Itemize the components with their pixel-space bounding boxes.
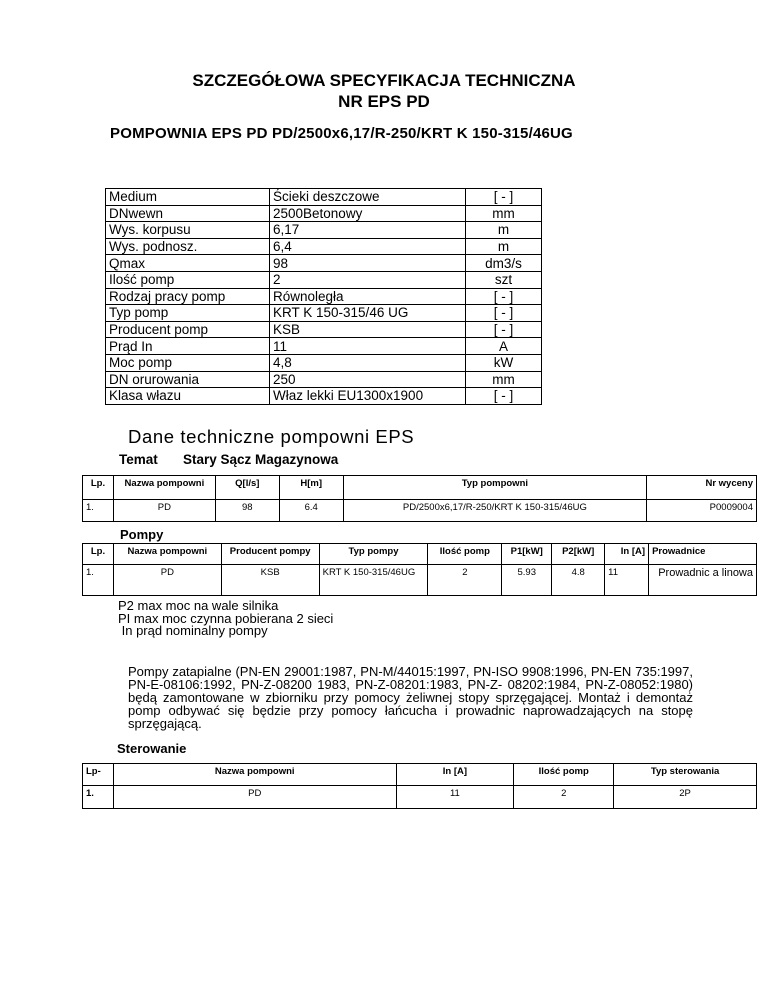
- control-header-count: Ilość pomp: [514, 764, 614, 786]
- section-title: Dane techniczne pompowni EPS: [128, 426, 415, 447]
- spec-row: [106, 305, 542, 322]
- pumps-header-guides: Prowadnice: [649, 544, 757, 565]
- temat-value: Stary Sącz Magazynowa: [183, 452, 339, 467]
- pumps-label: Pompy: [120, 527, 164, 542]
- spec-label: Wys. korpusu: [106, 222, 270, 239]
- spec-value: 2500Betonowy: [270, 205, 466, 222]
- spec-unit: [ - ]: [466, 189, 542, 206]
- control-cell-type: 2P: [614, 786, 757, 809]
- spec-label: DN orurowania: [106, 371, 270, 388]
- spec-label: Ilość pomp: [106, 271, 270, 288]
- spec-label: Rodzaj pracy pomp: [106, 288, 270, 305]
- spec-row: [106, 271, 542, 288]
- spec-value: Właz lekki EU1300x1900: [270, 388, 466, 405]
- pumps-header-producer: Producent pompy: [221, 544, 319, 565]
- spec-row: [106, 321, 542, 338]
- spec-row: [106, 354, 542, 371]
- pumps-header-lp: Lp.: [83, 544, 114, 565]
- pumps-cell-type: KRT K 150-315/46UG: [319, 565, 428, 596]
- control-header-in: In [A]: [396, 764, 514, 786]
- station-header-lp: Lp.: [83, 476, 114, 500]
- pumps-header-type: Typ pompy: [319, 544, 428, 565]
- station-header-h: H[m]: [279, 476, 343, 500]
- spec-value: KRT K 150-315/46 UG: [270, 305, 466, 322]
- spec-value: 4,8: [270, 354, 466, 371]
- spec-unit: kW: [466, 354, 542, 371]
- station-cell-h: 6.4: [279, 500, 343, 522]
- spec-value: 6,17: [270, 222, 466, 239]
- spec-row: [106, 205, 542, 222]
- pumps-cell-p1: 5.93: [502, 565, 552, 596]
- temat-label: Temat: [119, 452, 158, 467]
- spec-value: Równoległa: [270, 288, 466, 305]
- spec-row: [106, 338, 542, 355]
- spec-value: KSB: [270, 321, 466, 338]
- pump-notes: [118, 600, 333, 638]
- station-cell-quote: P0009004: [647, 500, 757, 522]
- control-label: Sterowanie: [117, 741, 187, 756]
- spec-value: 98: [270, 255, 466, 272]
- pump-description: Pompy zatapialne (PN-EN 29001:1987, PN-M/44015:1997, PN-ISO 9908:1996, PN-EN 735:1997, PN-E-08106:1992, PN-Z-08200 1983, PN-Z-08201:1983, PN-Z- 08202:1984, PN-Z-08052:1980) będą zamontowane w zbiorniku przy pomocy żeliwnej stopy sprzęgającej. Montaż i demontaż pomp odbywać się będzie przy pomocy łańcucha i prowadnic naprowadzających na stopę sprzęgającą.: [128, 664, 693, 731]
- control-header-name: Nazwa pompowni: [113, 764, 396, 786]
- station-header-quote: Nr wyceny: [647, 476, 757, 500]
- spec-unit: [ - ]: [466, 388, 542, 405]
- note-p2: P2 max moc na wale silnika: [118, 598, 279, 613]
- spec-label: Wys. podnosz.: [106, 238, 270, 255]
- pumps-cell-p2: 4.8: [552, 565, 605, 596]
- doc-title-line2: NR EPS PD: [338, 92, 430, 111]
- spec-unit: m: [466, 238, 542, 255]
- spec-value: 11: [270, 338, 466, 355]
- spec-label: Producent pomp: [106, 321, 270, 338]
- spec-row: [106, 255, 542, 272]
- spec-unit: [ - ]: [466, 321, 542, 338]
- pumps-cell-count: 2: [428, 565, 502, 596]
- spec-label: Klasa włazu: [106, 388, 270, 405]
- pumps-header-p1: P1[kW]: [502, 544, 552, 565]
- spec-row: [106, 189, 542, 206]
- station-cell-type: PD/2500x6,17/R-250/KRT K 150-315/46UG: [343, 500, 646, 522]
- spec-label: Medium: [106, 189, 270, 206]
- spec-unit: szt: [466, 271, 542, 288]
- control-header-type: Typ sterowania: [614, 764, 757, 786]
- spec-value: 250: [270, 371, 466, 388]
- control-header-lp: Lp-: [83, 764, 114, 786]
- spec-value: Ścieki deszczowe: [270, 189, 466, 206]
- spec-label: Qmax: [106, 255, 270, 272]
- spec-unit: m: [466, 222, 542, 239]
- spec-unit: mm: [466, 371, 542, 388]
- spec-unit: dm3/s: [466, 255, 542, 272]
- pumps-header-in: In [A]: [605, 544, 649, 565]
- pumps-header-p2: P2[kW]: [552, 544, 605, 565]
- doc-subtitle: POMPOWNIA EPS PD PD/2500x6,17/R-250/KRT K 150-315/46UG: [110, 125, 573, 142]
- station-cell-name: PD: [113, 500, 215, 522]
- spec-unit: mm: [466, 205, 542, 222]
- control-cell-in: 11: [396, 786, 514, 809]
- spec-label: DNwewn: [106, 205, 270, 222]
- pumps-cell-in: 11: [605, 565, 649, 596]
- spec-value: 6,4: [270, 238, 466, 255]
- spec-table: [105, 188, 542, 405]
- station-header-type: Typ pompowni: [343, 476, 646, 500]
- note-p1: PI max moc czynna pobierana 2 sieci: [118, 610, 334, 626]
- station-header-q: Q[l/s]: [215, 476, 279, 500]
- doc-title-line1: SZCZEGÓŁOWA SPECYFIKACJA TECHNICZNA: [192, 71, 576, 90]
- note-in: In prąd nominalny pompy: [118, 623, 268, 638]
- spec-value: 2: [270, 271, 466, 288]
- spec-label: Moc pomp: [106, 354, 270, 371]
- station-header-name: Nazwa pompowni: [113, 476, 215, 500]
- station-cell-lp: 1.: [83, 500, 114, 522]
- pumps-header-name: Nazwa pompowni: [113, 544, 221, 565]
- spec-unit: [ - ]: [466, 305, 542, 322]
- spec-row: [106, 371, 542, 388]
- pumps-cell-guides: Prowadnic a linowa: [649, 565, 757, 596]
- spec-row: [106, 288, 542, 305]
- spec-label: Typ pomp: [106, 305, 270, 322]
- control-cell-name: PD: [113, 786, 396, 809]
- station-table: [82, 475, 757, 522]
- spec-row: [106, 388, 542, 405]
- pumps-header-count: Ilość pomp: [428, 544, 502, 565]
- station-cell-q: 98: [215, 500, 279, 522]
- spec-unit: A: [466, 338, 542, 355]
- pumps-table: [82, 543, 757, 596]
- spec-unit: [ - ]: [466, 288, 542, 305]
- pumps-cell-name: PD: [113, 565, 221, 596]
- control-cell-count: 2: [514, 786, 614, 809]
- pumps-cell-producer: KSB: [221, 565, 319, 596]
- spec-label: Prąd In: [106, 338, 270, 355]
- control-cell-lp: 1.: [83, 786, 114, 809]
- control-table: [82, 763, 757, 809]
- spec-row: [106, 222, 542, 239]
- spec-row: [106, 238, 542, 255]
- pumps-cell-lp: 1.: [83, 565, 114, 596]
